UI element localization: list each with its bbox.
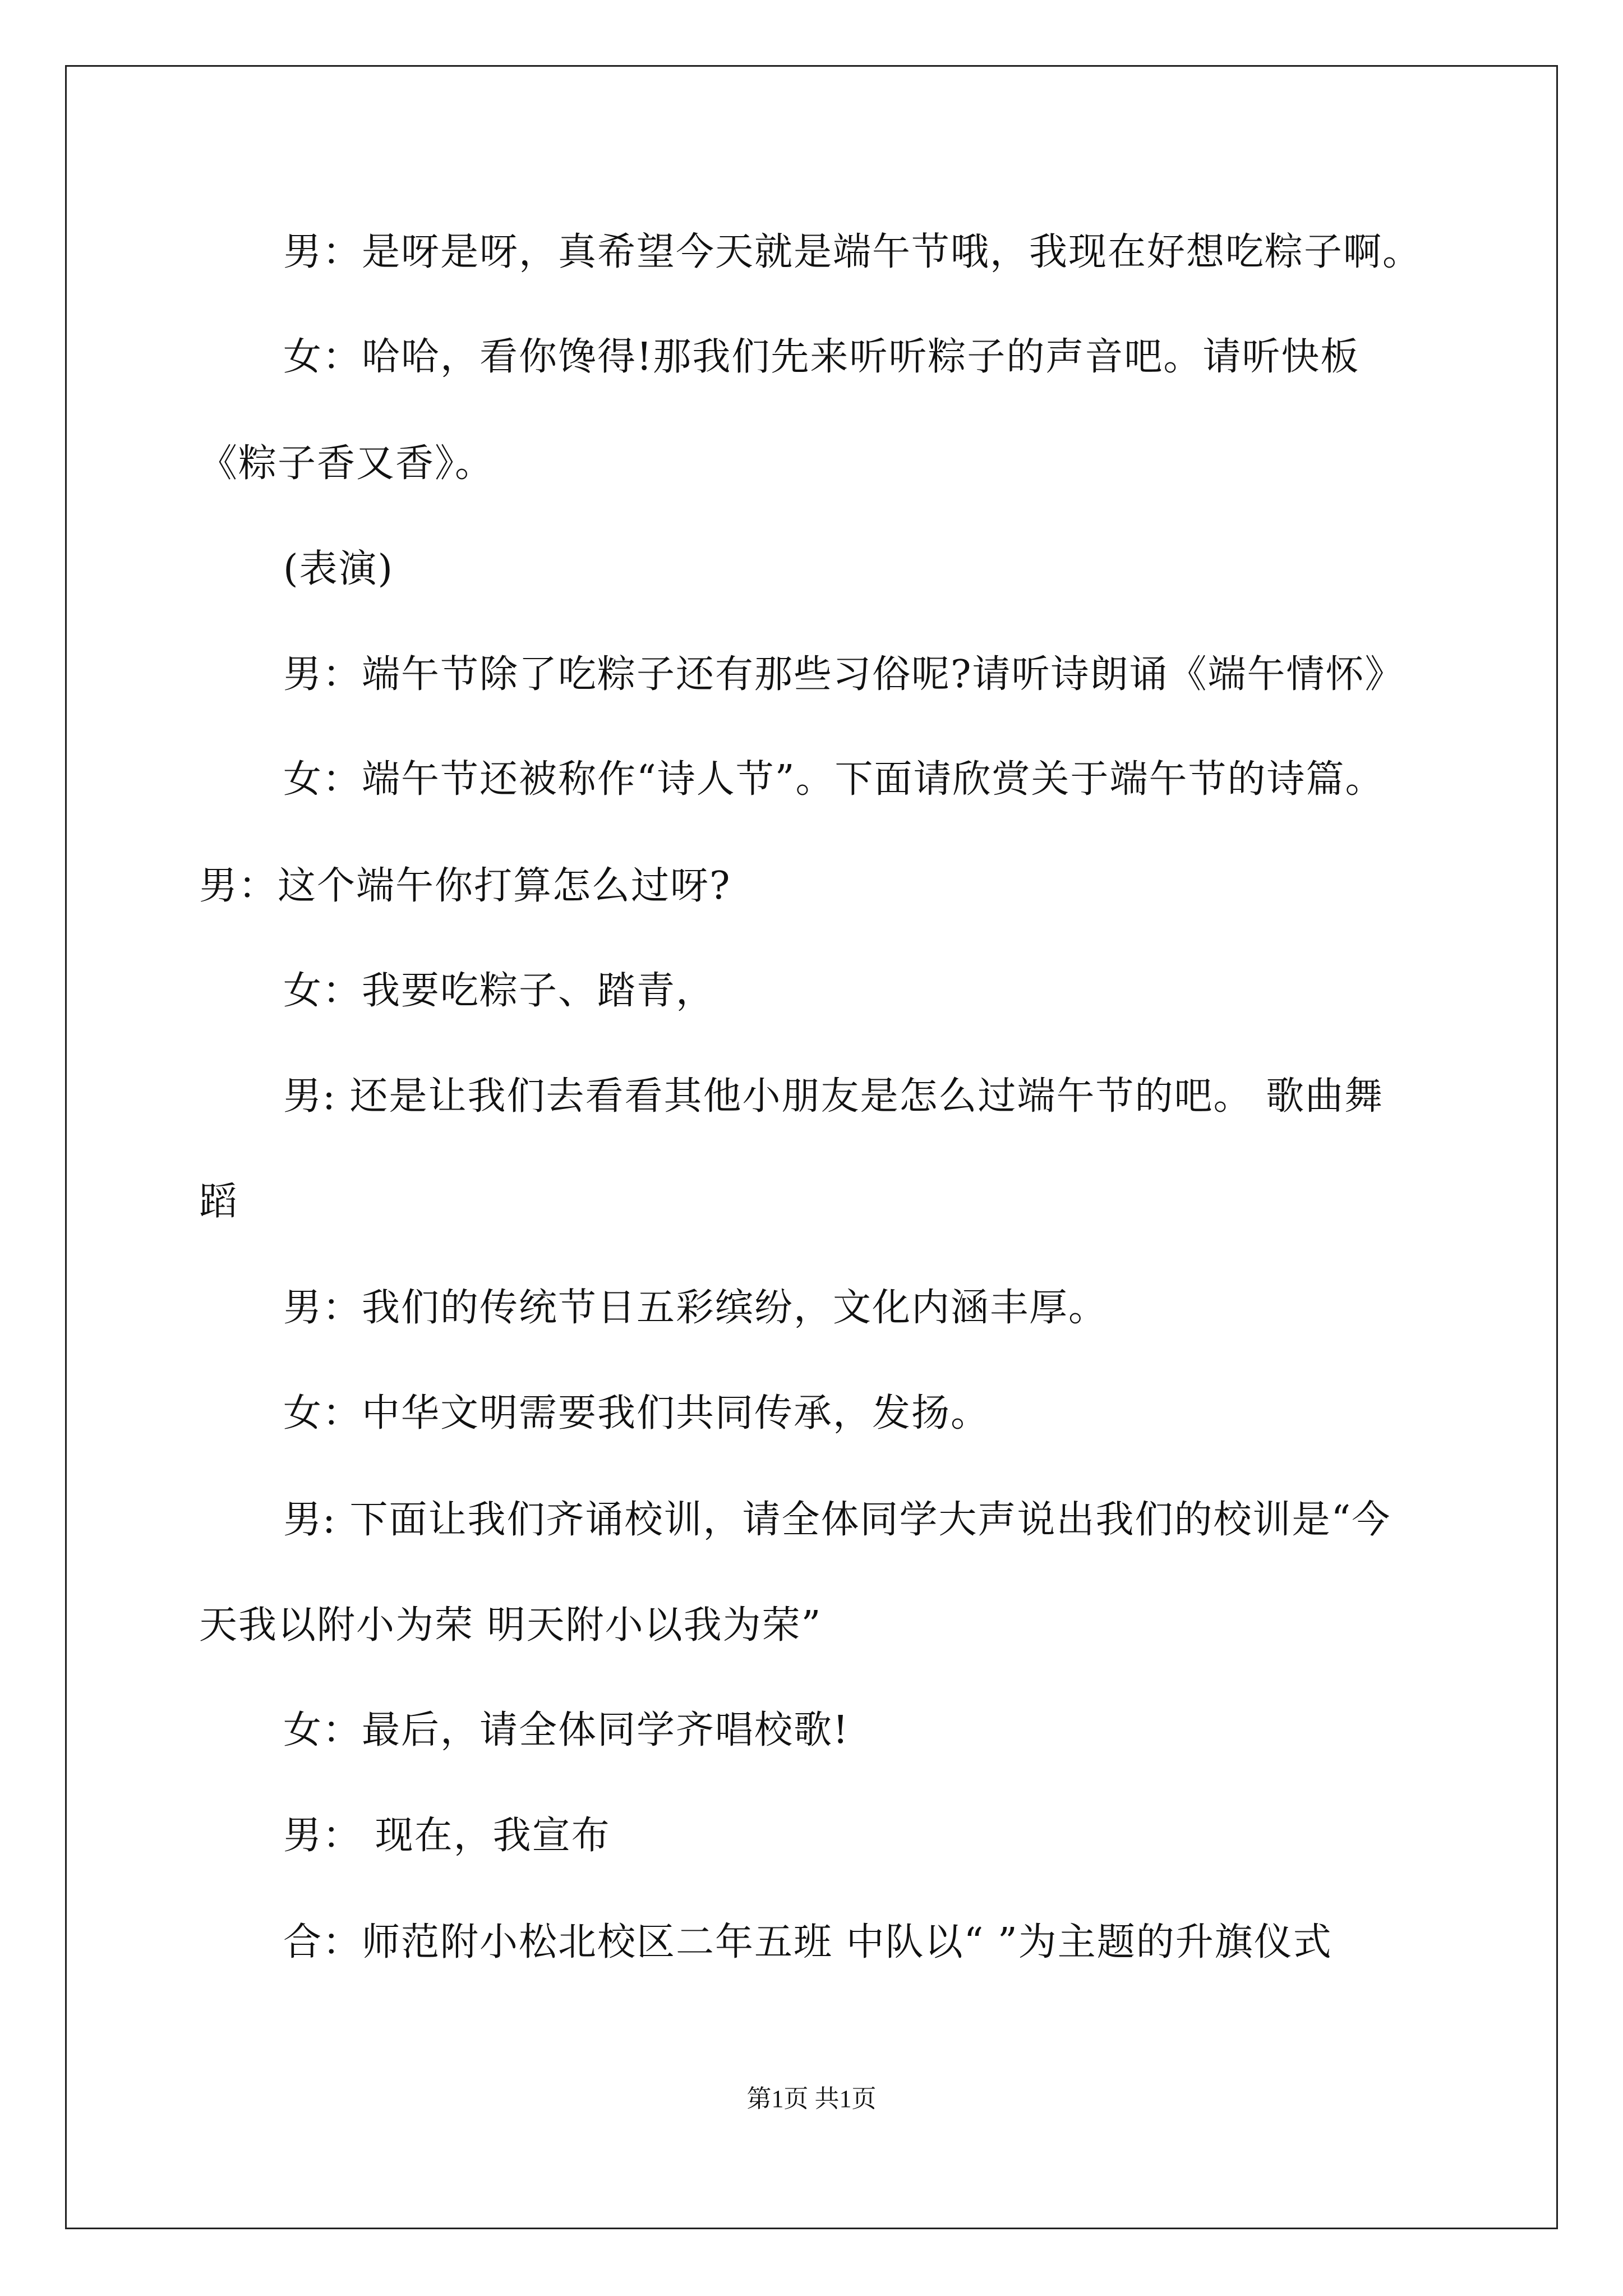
text-line: 女：中华文明需要我们共同传承，发扬。 [283, 1391, 990, 1435]
text-line: 女：我要吃粽子、踏青， [283, 969, 716, 1013]
text-line: 男： 现在，我宣布 [283, 1814, 611, 1858]
text-line: 女：端午节还被称作“诗人节”。下面请欣赏关于端午节的诗篇。 [283, 757, 1385, 802]
text-line: 女：最后，请全体同学齐唱校歌! [283, 1708, 850, 1752]
page-border [65, 65, 1558, 2229]
text-line: 男：这个端午你打算怎么过呀? [199, 864, 731, 908]
text-line: 男: 还是让我们去看看其他小朋友是怎么过端午节的吧。 歌曲舞 [283, 1074, 1384, 1119]
text-line: 男：我们的传统节日五彩缤纷，文化内涵丰厚。 [283, 1286, 1108, 1330]
text-line: 男: 下面让我们齐诵校训，请全体同学大声说出我们的校训是“今 [283, 1498, 1391, 1542]
text-line: 《粽子香又香》。 [199, 441, 495, 486]
page-footer: 第1页 共1页 [746, 2085, 877, 2113]
text-line: (表演) [283, 547, 394, 591]
text-line: 男：是呀是呀，真希望今天就是端午节哦，我现在好想吃粽子啊。 [283, 230, 1422, 274]
text-line: 天我以附小为荣 明天附小以我为荣” [199, 1603, 822, 1648]
text-line: 合：师范附小松北校区二年五班 中队以“ ”为主题的升旗仪式 [283, 1920, 1332, 1964]
text-line: 蹈 [199, 1180, 239, 1224]
text-line: 女：哈哈，看你馋得!那我们先来听听粽子的声音吧。请听快板 [283, 335, 1360, 379]
text-line: 男：端午节除了吃粽子还有那些习俗呢?请听诗朗诵《端午情怀》 [283, 652, 1404, 697]
